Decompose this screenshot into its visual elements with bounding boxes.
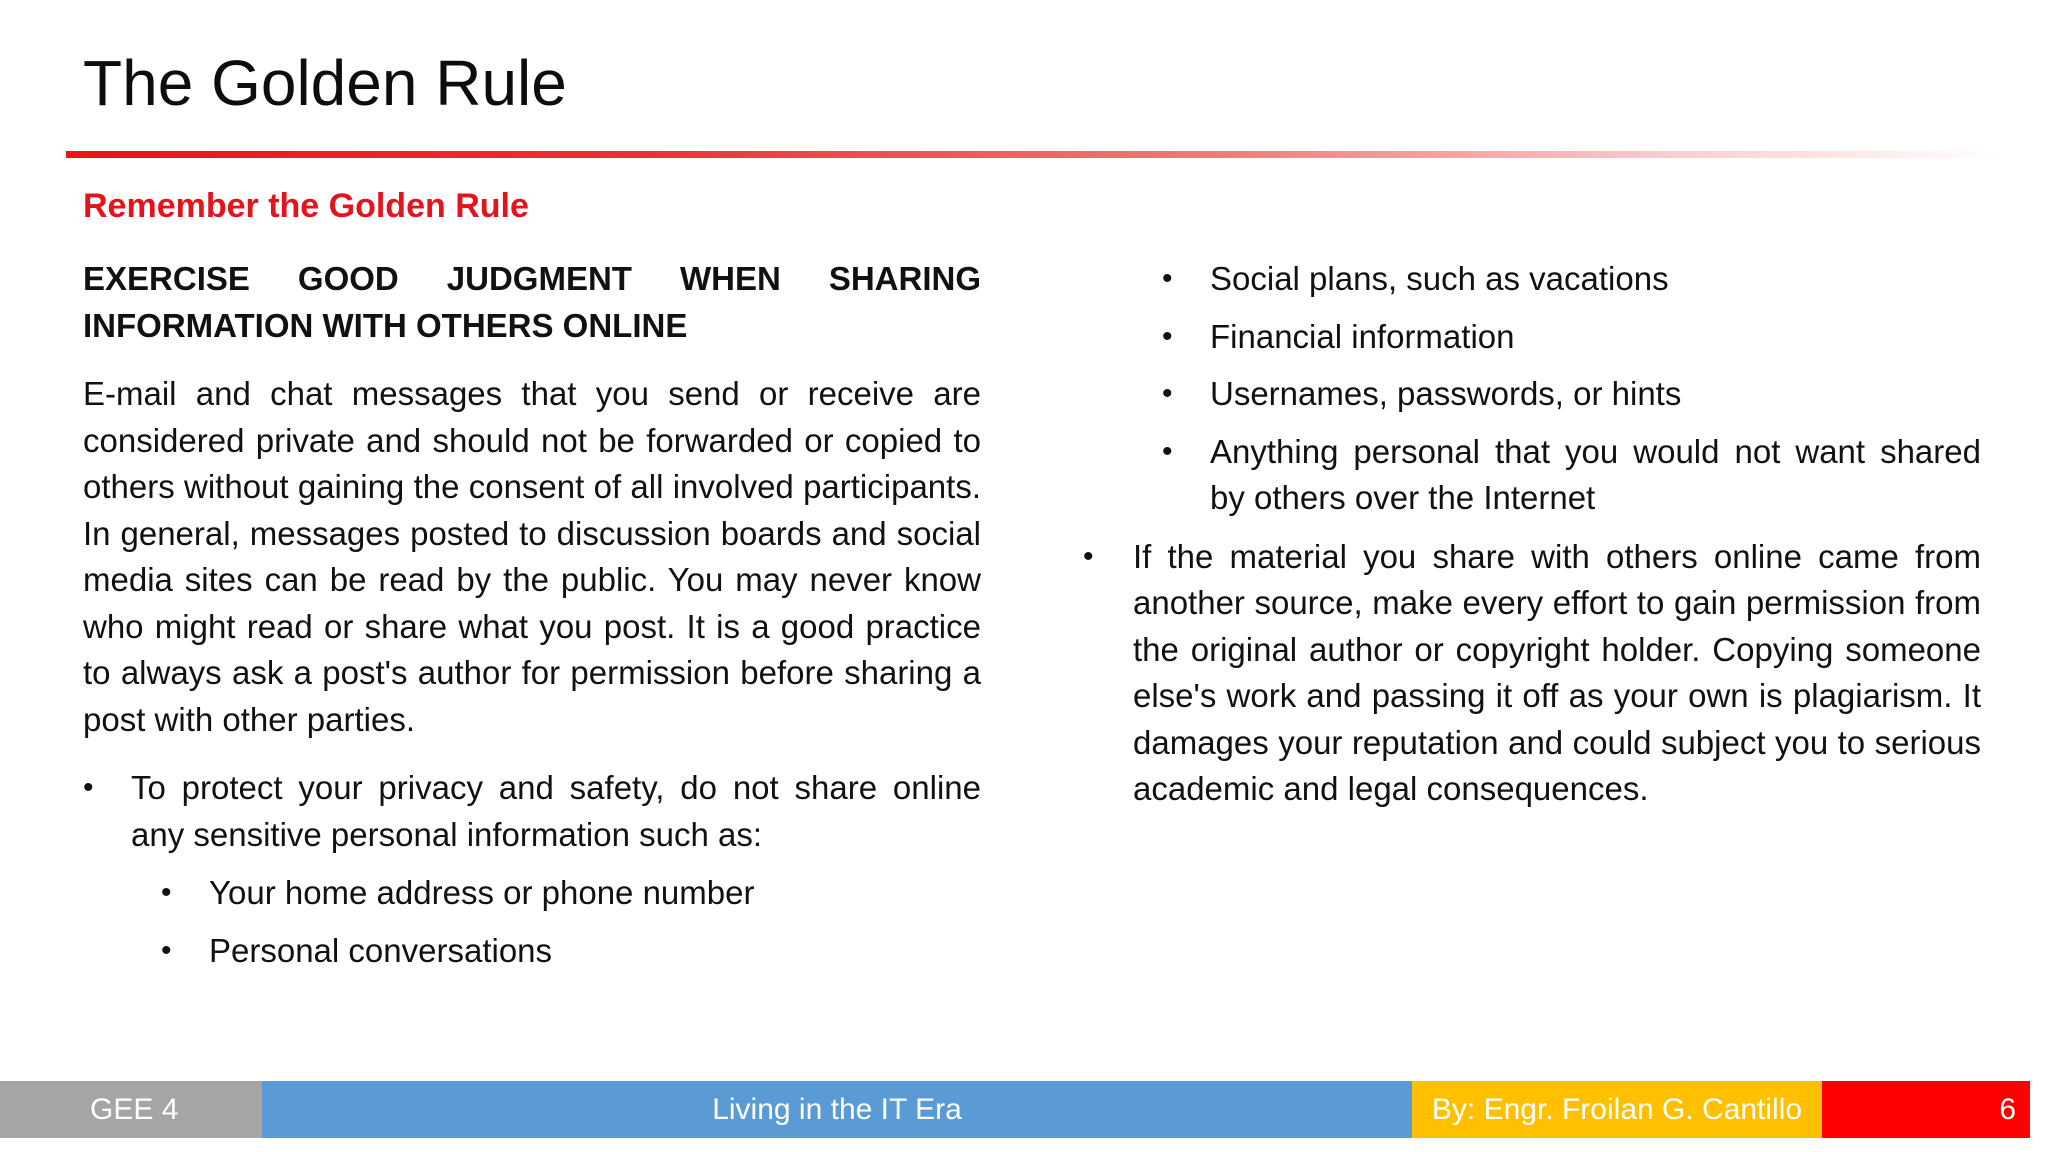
slide-subtitle: Remember the Golden Rule	[83, 187, 529, 225]
bullet-text: To protect your privacy and safety, do not share online any sensitive personal information such as:	[131, 769, 981, 853]
slide-footer	[0, 1081, 2030, 1138]
bullet-icon: •	[1162, 434, 1173, 468]
slide-title: The Golden Rule	[83, 47, 567, 119]
sub-bullet-text: Anything personal that you would not want shared by others over the Internet	[1210, 432, 1981, 516]
sub-bullet-text: Financial information	[1210, 317, 1515, 355]
bullet-icon: •	[1162, 319, 1173, 353]
bullet-icon: •	[1162, 262, 1173, 295]
footer-course	[0, 1081, 262, 1138]
right-column	[1083, 256, 1981, 813]
bullet-icon: •	[161, 933, 172, 967]
sub-bullet-item	[83, 928, 981, 975]
footer-page-number	[1822, 1081, 2030, 1138]
page-number: 6	[1999, 1093, 2016, 1126]
bullet-item	[1083, 534, 1981, 813]
title-divider	[66, 151, 2001, 158]
sub-bullet-item	[1083, 371, 1981, 418]
sub-bullet-item	[1083, 256, 1981, 303]
footer-author-label: By: Engr. Froilan G. Cantillo	[1431, 1093, 1803, 1126]
footer-subject	[262, 1081, 1412, 1138]
sub-bullet-text: Your home address or phone number	[209, 874, 755, 911]
footer-course-label: GEE 4	[90, 1093, 179, 1126]
footer-author	[1412, 1081, 1822, 1138]
bullet-text: If the material you share with others online came from another source, make every effort to gain permission from the original author or copyright holder. Copying someone else's work and passing it off as your own is plagiarism. It damages your reputation and could subject you to serious academic and legal consequences.	[1133, 537, 1981, 807]
footer-subject-label: Living in the IT Era	[712, 1093, 962, 1126]
sub-bullet-item	[1083, 314, 1981, 361]
section-heading: EXERCISE GOOD JUDGMENT WHEN SHARING INFORMATION WITH OTHERS ONLINE	[83, 260, 981, 344]
left-column	[83, 256, 981, 985]
bullet-icon: •	[1162, 377, 1173, 410]
sub-bullet-text: Social plans, such as vacations	[1210, 260, 1669, 297]
sub-bullet-text: Usernames, passwords, or hints	[1210, 375, 1682, 412]
bullet-icon: •	[1083, 539, 1094, 573]
sub-bullet-item	[83, 870, 981, 917]
sub-bullet-text: Personal conversations	[209, 931, 553, 969]
bullet-icon: •	[83, 771, 94, 804]
sub-bullet-item	[1083, 429, 1981, 522]
body-paragraph: E-mail and chat messages that you send or receive are considered private and should not be forwarded or copied to others without gaining the consent of all involved participants. In general, messages posted to discussion boards and social media sites can be read by the public. You may never know who might read or share what you post. It is a good practice to always ask a post's author for permission before sharing a post with other parties.	[83, 375, 981, 738]
bullet-item	[83, 765, 981, 858]
bullet-icon: •	[161, 876, 172, 909]
